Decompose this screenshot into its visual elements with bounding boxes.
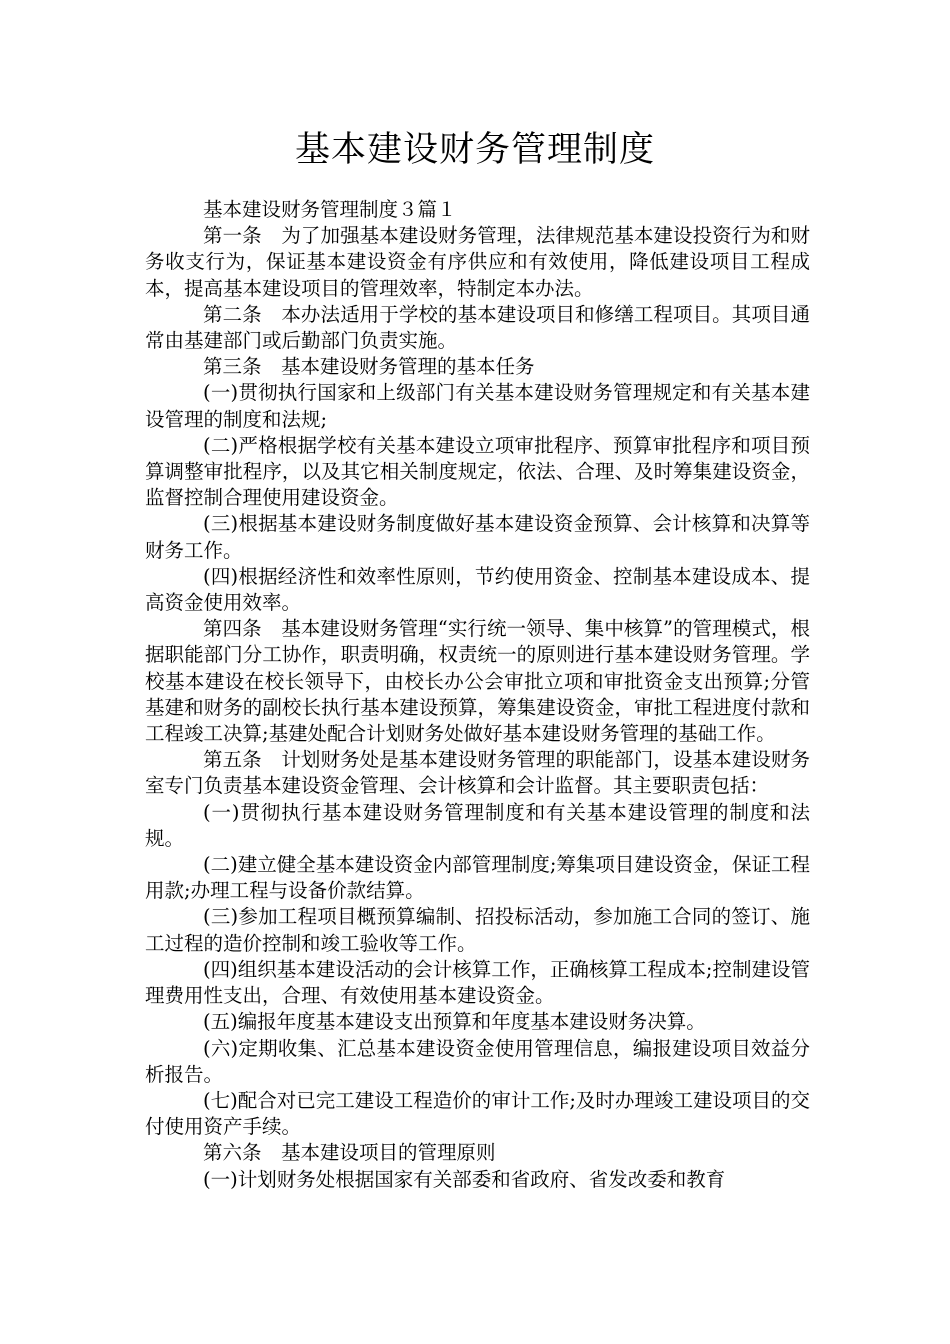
paragraph: (四)根据经济性和效率性原则，节约使用资金、控制基本建设成本、提高资金使用效率。 (145, 564, 810, 615)
paragraph: (二)建立健全基本建设资金内部管理制度;筹集项目建设资金，保证工程用款;办理工程与设备价款结算。 (145, 853, 810, 903)
paragraph: (一)贯彻执行国家和上级部门有关基本建设财务管理规定和有关基本建设管理的制度和法规; (145, 381, 810, 431)
paragraph: (四)组织基本建设活动的会计核算工作，正确核算工程成本;控制建设管理费用性支出，合理、有效使用基本建设资金。 (145, 957, 810, 1008)
paragraph: (七)配合对已完工建设工程造价的审计工作;及时办理竣工建设项目的交付使用资产手续。 (145, 1088, 810, 1139)
paragraph: (二)严格根据学校有关基本建设立项审批程序、预算审批程序和项目预算调整审批程序，以及其它相关制度规定，依法、合理、及时筹集建设资金，监督控制合理使用建设资金。 (145, 433, 810, 510)
paragraph: (三)参加工程项目概预算编制、招投标活动，参加施工合同的签订、施工过程的造价控制和竣工验收等工作。 (145, 905, 810, 955)
paragraph: 第四条 基本建设财务管理“实行统一领导、集中核算”的管理模式，根据职能部门分工协作，职责明确，权责统一的原则进行基本建设财务管理。学校基本建设在校长领导下，由校长办公会审批立项和审批资金支出预算;分管基建和财务的副校长执行基本建设预算，筹集建设资金，审批工程进度付款和工程竣工决算;基建处配合计划财务处做好基本建设财务管理的基础工作。 (145, 617, 810, 746)
paragraph: 第二条 本办法适用于学校的基本建设项目和修缮工程项目。其项目通常由基建部门或后勤部门负责实施。 (145, 302, 810, 353)
paragraph: 基本建设财务管理制度３篇１ (203, 198, 457, 221)
paragraph: (六)定期收集、汇总基本建设资金使用管理信息，编报建设项目效益分析报告。 (145, 1036, 810, 1086)
paragraph: (一)计划财务处根据国家有关部委和省政府、省发改委和教育 (203, 1167, 726, 1191)
document-body (145, 197, 810, 1193)
paragraph: (三)根据基本建设财务制度做好基本建设资金预算、会计核算和决算等财务工作。 (145, 512, 810, 562)
paragraph: 第三条 基本建设财务管理的基本任务 (203, 355, 535, 379)
paragraph: (五)编报年度基本建设支出预算和年度基本建设财务决算。 (203, 1010, 706, 1034)
paragraph: 第五条 计划财务处是基本建设财务管理的职能部门，设基本建设财务室专门负责基本建设资金管理、会计核算和会计监督。其主要职责包括： (145, 748, 810, 798)
paragraph: (一)贯彻执行基本建设财务管理制度和有关基本建设管理的制度和法规。 (145, 800, 810, 850)
paragraph: 第六条 基本建设项目的管理原则 (203, 1141, 496, 1165)
document-title: 基本建设财务管理制度 (294, 130, 655, 170)
paragraph: 第一条 为了加强基本建设财务管理，法律规范基本建设投资行为和财务收支行为，保证基本建设资金有序供应和有效使用，降低建设项目工程成本，提高基本建设项目的管理效率，特制定本办法。 (145, 224, 810, 300)
